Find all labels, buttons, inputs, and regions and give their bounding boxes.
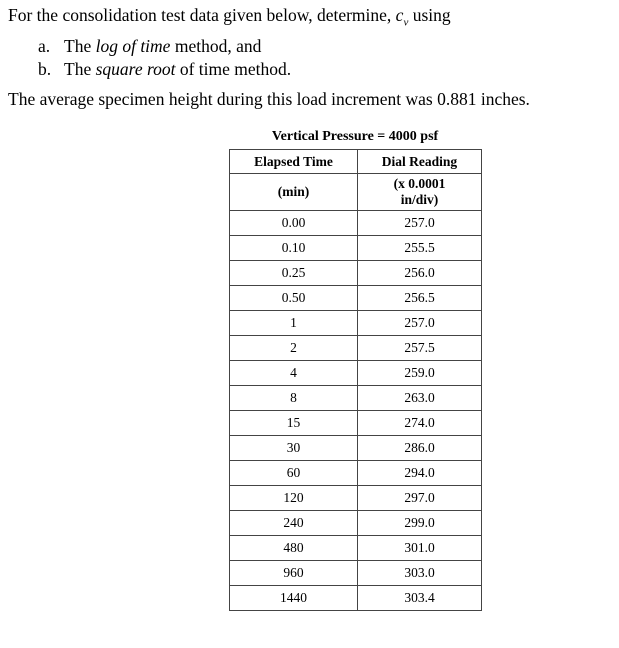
- elapsed-time-cell: 60: [230, 461, 358, 486]
- table-row: [230, 386, 482, 411]
- method-item-log-time: [38, 35, 451, 58]
- elapsed-time-cell: 960: [230, 561, 358, 586]
- table-row: [230, 461, 482, 486]
- cv-symbol-subscript: v: [403, 16, 409, 29]
- elapsed-time-cell: 0.10: [230, 236, 358, 261]
- elapsed-time-cell: 240: [230, 511, 358, 536]
- dial-reading-cell: 256.5: [358, 286, 482, 311]
- consolidation-data-table: [229, 149, 482, 611]
- table-row: [230, 336, 482, 361]
- dial-reading-cell: 259.0: [358, 361, 482, 386]
- method-emphasis: log of time: [95, 35, 171, 56]
- elapsed-time-cell: 480: [230, 536, 358, 561]
- table-row: [230, 436, 482, 461]
- method-post: of time method.: [175, 58, 292, 79]
- dial-reading-cell: 301.0: [358, 536, 482, 561]
- dial-reading-cell: 286.0: [358, 436, 482, 461]
- elapsed-time-cell: 0.00: [230, 211, 358, 236]
- elapsed-time-cell: 2: [230, 336, 358, 361]
- method-pre: The: [64, 35, 96, 56]
- elapsed-time-cell: 30: [230, 436, 358, 461]
- dial-reading-cell: 257.5: [358, 336, 482, 361]
- method-marker: b.: [38, 58, 52, 79]
- elapsed-time-cell: 0.50: [230, 286, 358, 311]
- elapsed-time-cell: 8: [230, 386, 358, 411]
- header-elapsed-time: Elapsed Time: [230, 150, 358, 174]
- table-caption: Vertical Pressure = 4000 psf: [271, 129, 439, 144]
- table-row: [230, 311, 482, 336]
- method-marker: a.: [38, 35, 51, 56]
- dial-reading-cell: 263.0: [358, 386, 482, 411]
- table-row: [230, 286, 482, 311]
- elapsed-time-cell: 0.25: [230, 261, 358, 286]
- table-row: [230, 486, 482, 511]
- dial-reading-cell: 297.0: [358, 486, 482, 511]
- elapsed-time-cell: 15: [230, 411, 358, 436]
- header-dial-reading: Dial Reading: [358, 150, 482, 174]
- table-row: [230, 411, 482, 436]
- dial-reading-cell: 257.0: [358, 311, 482, 336]
- method-item-square-root: [38, 58, 451, 81]
- elapsed-time-cell: 120: [230, 486, 358, 511]
- dial-reading-cell: 303.0: [358, 561, 482, 586]
- table-row: [230, 211, 482, 236]
- intro-prefix: For the consolidation test data given below, determine,: [8, 5, 396, 25]
- method-pre: The: [64, 58, 96, 79]
- table-header-row: [230, 150, 482, 174]
- table-row: [230, 236, 482, 261]
- dial-reading-cell: 299.0: [358, 511, 482, 536]
- method-emphasis: square root: [95, 58, 176, 79]
- problem-text: [8, 4, 451, 81]
- elapsed-time-cell: 1: [230, 311, 358, 336]
- method-list: [8, 35, 451, 81]
- consolidation-data-table-wrapper: [229, 128, 481, 611]
- cv-symbol: [395, 5, 409, 29]
- reading-unit-line-1: (x 0.0001: [393, 176, 446, 191]
- table-row: [230, 586, 482, 611]
- table-row: [230, 561, 482, 586]
- elapsed-time-cell: 1440: [230, 586, 358, 611]
- dial-reading-cell: 303.4: [358, 586, 482, 611]
- header-reading-unit: [358, 174, 482, 211]
- table-units-row: [230, 174, 482, 211]
- dial-reading-cell: 255.5: [358, 236, 482, 261]
- specimen-height-statement: The average specimen height during this load increment was 0.881 inches.: [8, 89, 530, 109]
- header-time-unit: (min): [230, 174, 358, 211]
- table-row: [230, 536, 482, 561]
- dial-reading-cell: 294.0: [358, 461, 482, 486]
- table-row: [230, 511, 482, 536]
- table-row: [230, 361, 482, 386]
- method-post: method, and: [170, 35, 262, 56]
- problem-intro: [8, 4, 451, 35]
- table-body: [230, 211, 482, 611]
- reading-unit-line-2: in/div): [400, 192, 439, 207]
- dial-reading-cell: 274.0: [358, 411, 482, 436]
- dial-reading-cell: 257.0: [358, 211, 482, 236]
- dial-reading-cell: 256.0: [358, 261, 482, 286]
- intro-suffix: using: [408, 5, 451, 25]
- table-row: [230, 261, 482, 286]
- elapsed-time-cell: 4: [230, 361, 358, 386]
- cv-symbol-letter: c: [395, 5, 404, 25]
